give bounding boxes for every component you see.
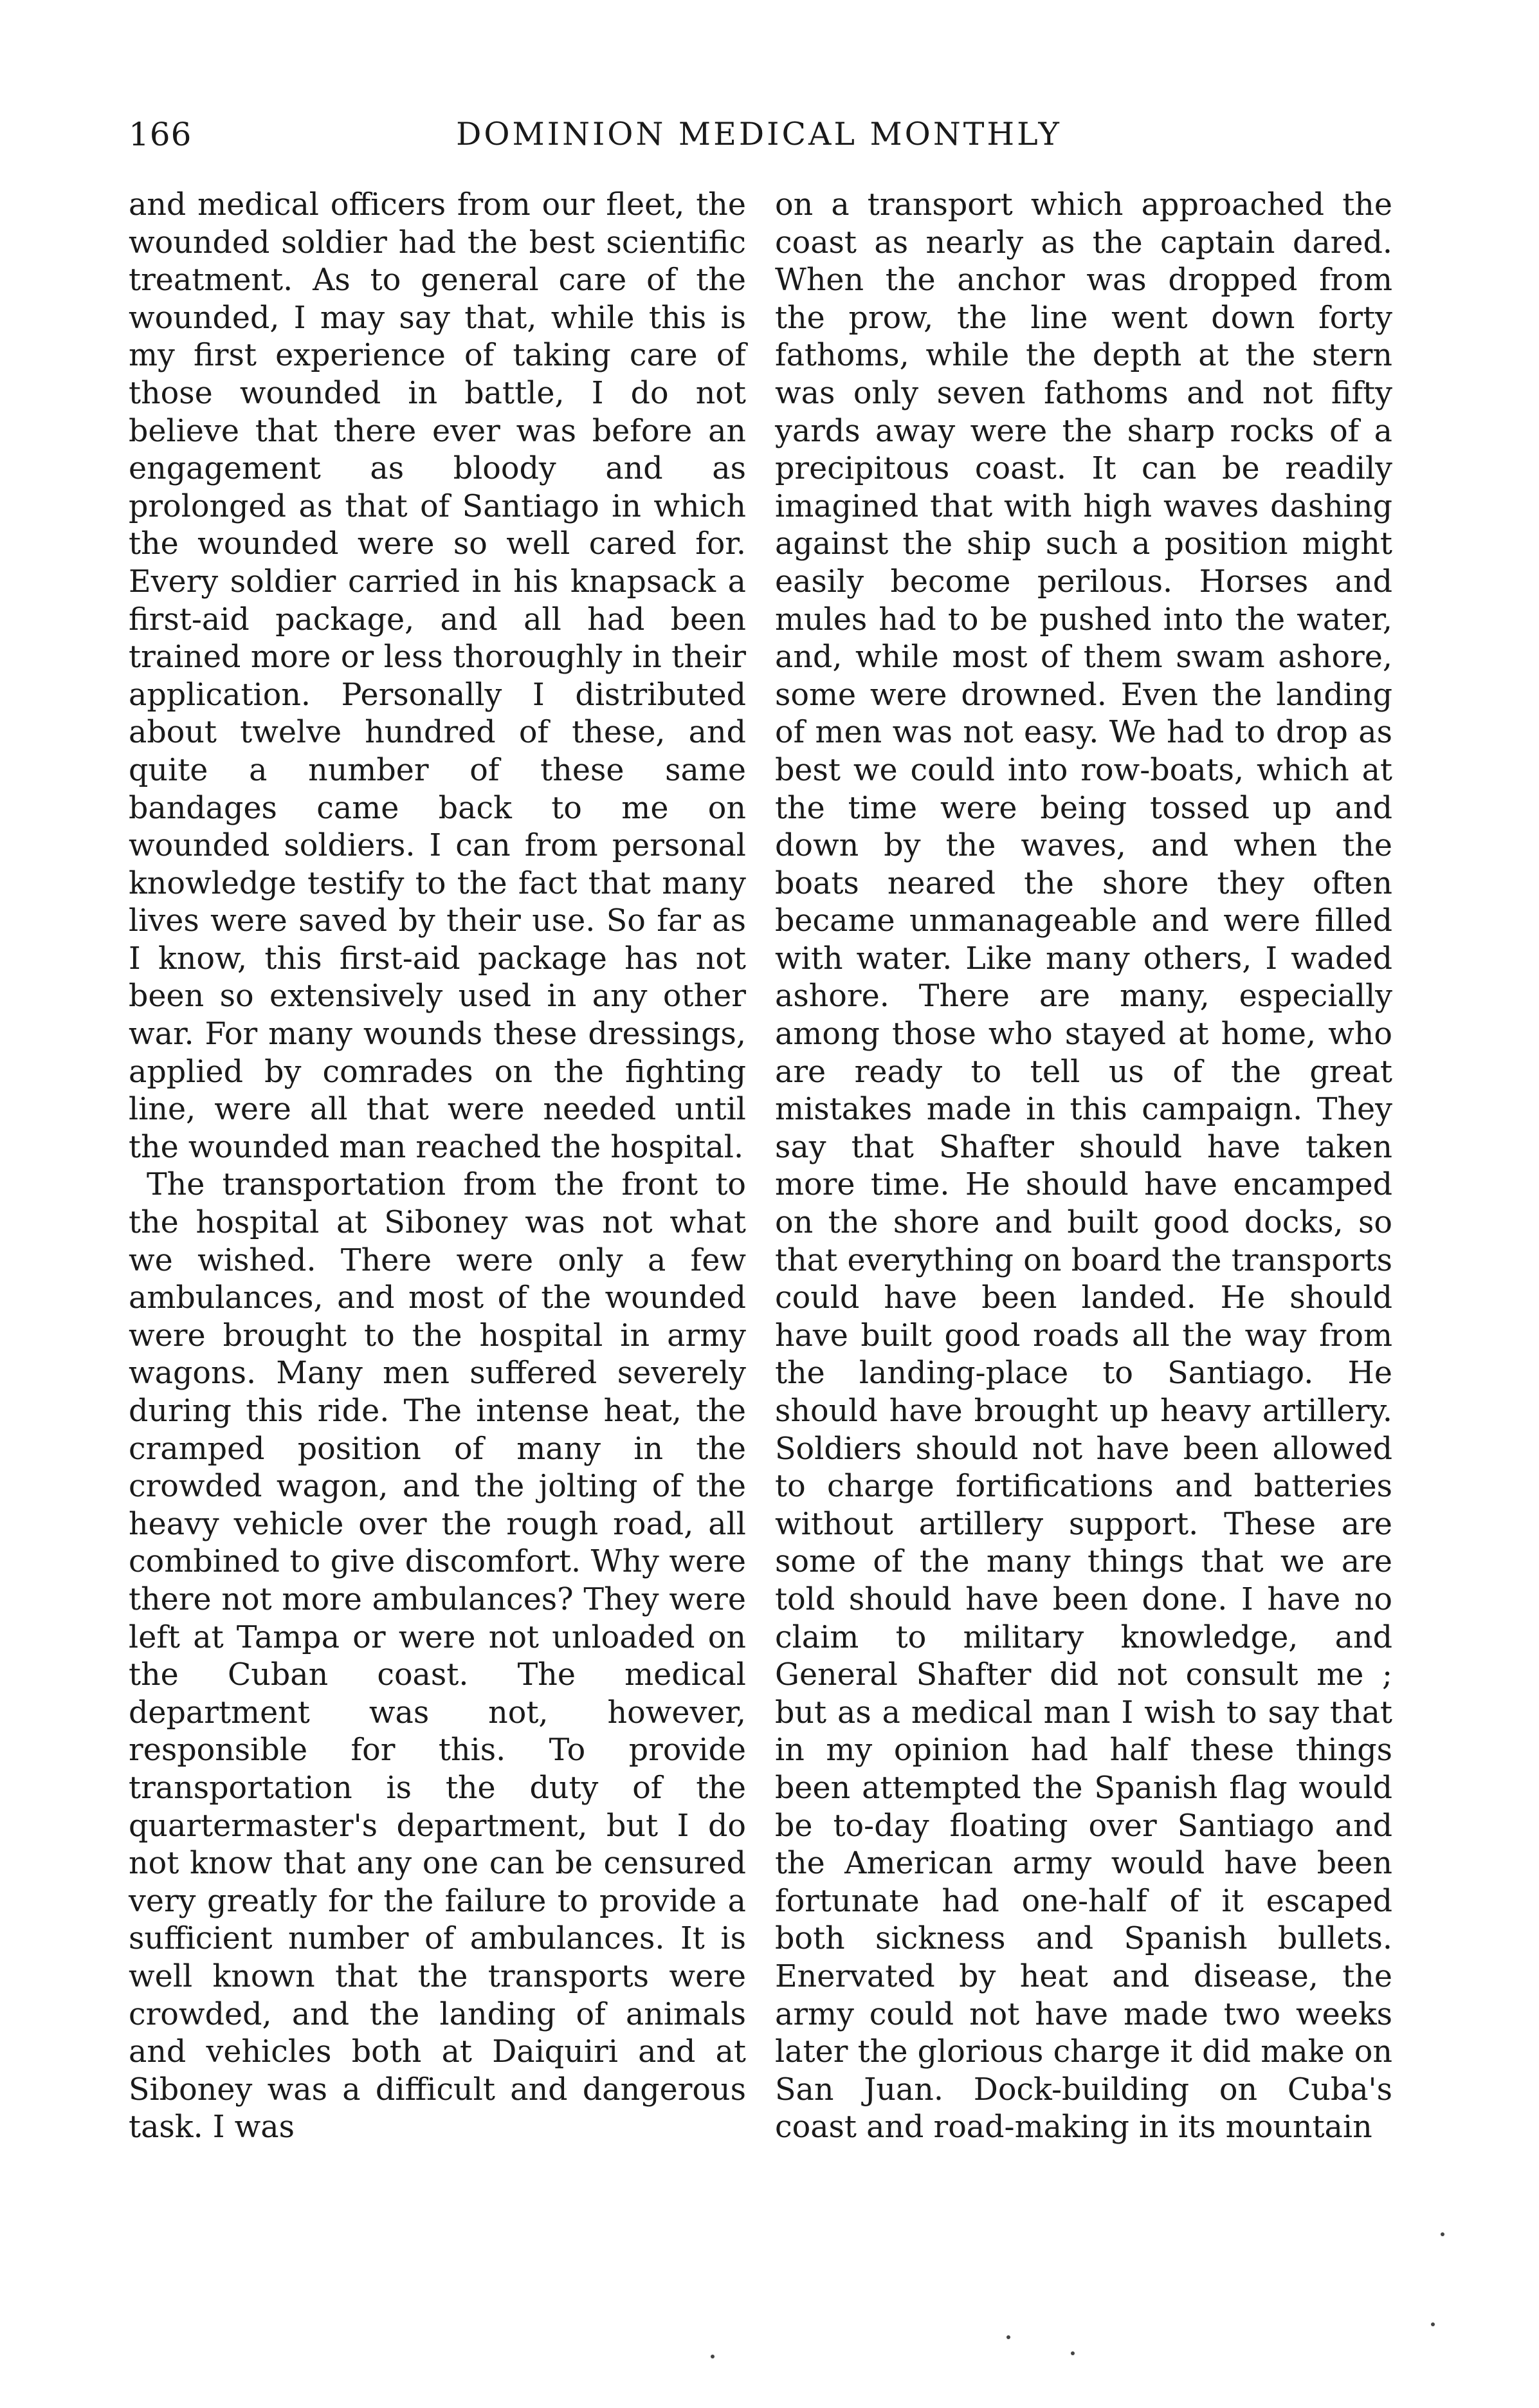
left-column [129, 187, 746, 2147]
left-paragraph-1: and medical officers from our fleet, the wounded soldier had the best scientific treatment. As to general care of the wounded, I may say that, while this is my first experience of taking care of those wounded in battle, I do not believe that there ever was before an engagement as bloody and as prolonged as that of Santiago in which the wounded were so well cared for. Every soldier carried in his knapsack a first-aid package, and all had been trained more or less thoroughly in their application. Personally I distributed about twelve hundred of these, and quite a number of these same bandages came back to me on wounded soldiers. I can from personal knowledge testify to the fact that many lives were saved by their use. So far as I know, this first-aid package has not been so extensively used in any other war. For many wounds these dressings, applied by comrades on the fighting line, were all that were needed until the wounded man reached the hospital. [129, 187, 746, 1165]
scan-speck [1431, 2322, 1435, 2326]
right-paragraph-1: on a transport which approached the coast as nearly as the captain dared. When the anchor was dropped from the prow, the line went down forty fathoms, while the depth at the stern was only seven fathoms and not fifty yards away were the sharp rocks of a precipitous coast. It can be readily imagined that with high waves dashing against the ship such a position might easily become perilous. Horses and mules had to be pushed into the water, and, while most of them swam ashore, some were drowned. Even the landing of men was not easy. We had to drop as best we could into row-boats, which at the time were being tossed up and down by the waves, and when the boats neared the shore they often became unmanageable and were filled with water. Like many others, I waded ashore. There are many, especially among those who stayed at home, who are ready to tell us of the great mistakes made in this campaign. They say that Shafter should have taken more time. He should have encamped on the shore and built good docks, so that everything on board the transports could have been landed. He should have built good roads all the way from the landing-place to Santiago. He should have brought up heavy artillery. Soldiers should not have been allowed to charge fortifications and batteries without artillery support. These are some of the many things that we are told should have been done. I have no claim to military knowledge, and General Shafter did not consult me ; but as a medical man I wish to say that in my opinion had half these things been attempted the Spanish flag would be to-day floating over Santiago and the American army would have been fortunate had one-half of it escaped both sickness and Spanish bullets. Enervated by heat and disease, the army could not have made two weeks later the glorious charge it did make on San Juan. Dock-building on Cuba's coast and road-making in its mountain [775, 187, 1392, 2146]
scan-speck [1071, 2351, 1075, 2355]
running-title: DOMINION MEDICAL MONTHLY [456, 116, 1062, 152]
page-header [129, 116, 1389, 161]
scan-speck [711, 2355, 715, 2358]
scan-speck [1006, 2335, 1010, 2339]
page-number: 166 [129, 116, 192, 153]
left-paragraph-2: The transportation from the front to the hospital at Siboney was not what we wished. There were only a few ambulances, and most of the wounded were brought to the hospital in army wagons. Many men suffered severely during this ride. The intense heat, the cramped position of many in the crowded wagon, and the jolting of the heavy vehicle over the rough road, all combined to give discomfort. Why were there not more ambulances? They were left at Tampa or were not unloaded on the Cuban coast. The medical department was not, however, responsible for this. To provide transportation is the duty of the quartermaster's department, but I do not know that any one can be censured very greatly for the failure to provide a sufficient number of ambulances. It is well known that the transports were crowded, and the landing of animals and vehicles both at Daiquiri and at Siboney was a difficult and dangerous task. I was [129, 1167, 746, 2146]
right-column [775, 187, 1392, 2147]
scan-speck [1441, 2232, 1444, 2236]
